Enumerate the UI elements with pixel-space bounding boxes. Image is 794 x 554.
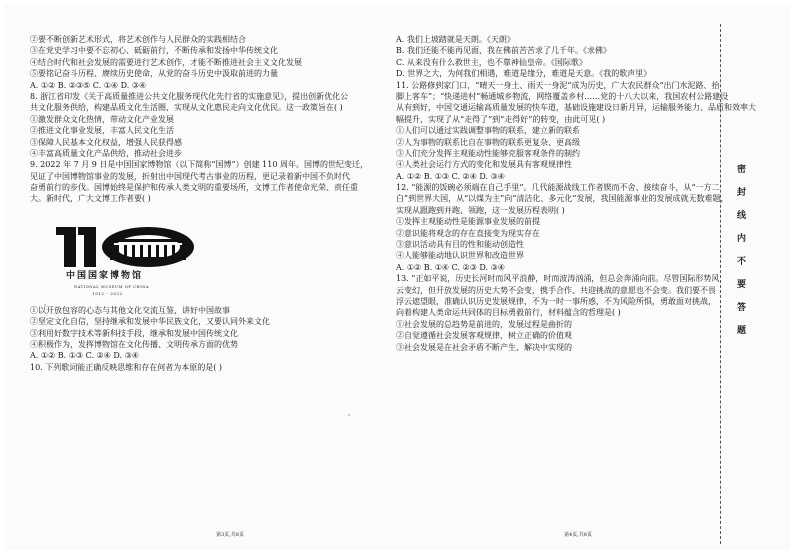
text-line: ②人为事物的联系比自在事物的联系更复杂、更高级	[396, 137, 580, 147]
page-number-left: 第3页,共8页	[216, 532, 244, 538]
text-line: ①发挥主观能动性是能源事业发展的前提	[396, 217, 540, 227]
text-line: 9. 2022 年 7 月 9 日是中国国家博物馆（以下简称“国博”）创建 110 周年。国博的世纪变迁，	[30, 160, 368, 170]
binding-dashed-line	[720, 24, 721, 544]
binding-notice: 密封线内不要答题	[735, 164, 745, 348]
text-line: D. 世界之大，为何我们相遇，难道是缘分，难道是天意。《我的歌声里》	[396, 69, 652, 79]
museum-years: 1912 - 2022	[92, 290, 123, 296]
text-line: C. 从来没有什么救世主，也不靠神仙皇帝。《国际歌》	[396, 57, 587, 67]
left-page	[30, 34, 370, 373]
text-line: 从有到好，中国交通运输高质量发展的快车道，基础设施建设日新月异，运输服务能力、品质和效率大	[396, 103, 756, 113]
text-line: ②自觉遵循社会发展客观规律，树立正确的价值观	[396, 331, 572, 341]
text-line: 13. “正如平说，历史长河时而风平浪静，时而波涛汹涌，但总会奔涌向前。尽管国际形势风	[396, 274, 720, 284]
text-line: 向着构建人类命运共同体的目标勇毅前行，材料蕴含的哲理是( )	[396, 308, 621, 318]
text-line: A. ①② B. ①③ C. ②④ D. ③④	[30, 351, 139, 361]
text-line: ①社会发展的总趋势是前进的，发展过程是曲折的	[396, 319, 572, 329]
text-line: 见证了中国博物馆事业的发展，折射出中国现代考古事业的历程，更记录着新中国不负时代	[30, 171, 350, 181]
text-line: ④丰富高质量文化产品供给，推动社会进步	[30, 148, 182, 158]
page-number-right: 第4页,共8页	[564, 532, 592, 538]
scan-speck	[348, 414, 350, 416]
text-line: ③社会发展是在社会矛盾不断产生、解决中实现的	[396, 342, 572, 352]
text-line: ③在党史学习中要不忘初心、砥砺前行，不断传承和发扬中华传统文化	[30, 46, 278, 56]
text-line: B. 我们还能不能再见面，我在佛前苦苦求了几千年。《求佛》	[396, 46, 611, 56]
text-line: ①人们可以通过实践调整事物的联系，建立新的联系	[396, 126, 580, 136]
text-line: 浮云遮望眼，准确认识历史发展规律，不为一时一事所惑，不为风险所惧，勇敢面对挑战，	[396, 296, 716, 306]
text-line: ③意识活动具有目的性和能动创造性	[396, 240, 524, 250]
text-line: ②推进文化事业发展，丰富人民文化生活	[30, 126, 174, 136]
left-question-block-2	[30, 305, 370, 373]
text-line: ①以开放包容的心态与其他文化交流互鉴，讲好中国故事	[30, 305, 230, 315]
museum-110-emblem	[50, 221, 200, 273]
left-question-block	[30, 34, 370, 205]
text-line: 云变幻，但开放发展的历史大势不会变，携手合作、共迎挑战的意愿也不会变。我们要不畏	[396, 285, 716, 295]
text-line: ④人能够能动地认识世界和改造世界	[396, 251, 524, 261]
text-line: ①激发群众文化热情，带动文化产业发展	[30, 114, 174, 124]
text-line: 幅提升，实现了从“走得了”到“走得好”的转变，由此可见( )	[396, 114, 606, 124]
text-line: ②要不断创新艺术形式，将艺术创作与人民群众的实践相结合	[30, 35, 246, 44]
text-line: ③保障人民基本文化权益，增强人民获得感	[30, 137, 182, 147]
text-line: ②意识能将观念的存在直接变为现实存在	[396, 228, 540, 238]
text-line: 共文化服务供给，构建品质文化生活圈，实现从文化惠民走向文化优民。这一政策旨在( )	[30, 103, 343, 113]
text-line: ④结合时代和社会发展的需要进行艺术创作，才能不断推进社会主义文化发展	[30, 57, 302, 67]
scan-speck	[44, 304, 46, 306]
text-line: 12. “能源的饭碗必须端在自己手里”。几代能源战线工作者锲而不舍、接续奋斗，从“一方二	[396, 183, 720, 193]
text-line: ④人类社会运行方式的变化和发展具有客观规律性	[396, 160, 572, 170]
text-line: 10. 下列歌词能正确反映思维和存在何者为本原的是( )	[30, 362, 223, 372]
museum-logo	[50, 221, 200, 297]
text-line: 实现从跟跑到并跑、领跑，这一发展历程表明( )	[396, 205, 565, 215]
text-line: ④积极作为，发挥博物馆在文化传播、文明传承方面的优势	[30, 340, 238, 350]
text-line: 11. 公路修到家门口，“晴天一身土、雨天一身泥”成为历史，广大农民群众“出门水泥路、抬	[396, 80, 720, 90]
text-line: 白”到世界大国，从“以煤为主”向“清洁化、多元化”发展，我国能源事业的发展成就无数难题，	[396, 194, 729, 204]
text-line: 奋勇前行的步伐。国博始终是保护和传承人类文明的重要场所，文博工作者使命光荣、责任重	[30, 183, 358, 193]
museum-name-en: NATIONAL MUSEUM OF CHINA	[74, 284, 150, 289]
text-line: ②坚定文化自信，坚持继承和发展中华民族文化，又要认同外来文化	[30, 317, 270, 327]
museum-name-cn: 中国国家博物馆	[66, 270, 144, 281]
text-line: A. ①② B. ①④ C. ②③ D. ③④	[396, 262, 505, 272]
text-line: 8. 浙江省印发《关于高质量推进公共文化服务现代化先行省的实施意见》，提出创新优化公	[30, 91, 349, 101]
text-line: ③利用好数字技术等新科技手段，继承和发展中国传统文化	[30, 328, 238, 338]
text-line: ③人们充分发挥主观能动性能够克服客观条件的制约	[396, 148, 580, 158]
exam-sheet	[4, 4, 790, 550]
text-line: A. ①② B. ②③⑤ C. ①④ D. ③④	[30, 80, 147, 90]
text-line: 脚上客车”；“快递进村”畅通城乡物流，网络覆盖乡村……党的十八大以来，我国农村公路建设	[396, 91, 729, 101]
text-line: A. 我们上坡踏就是天朗。《天朗》	[396, 35, 515, 44]
text-line: A. ①② B. ①③ C. ②④ D. ③④	[396, 171, 505, 181]
text-line: 大。新时代，广大文博工作者要( )	[30, 194, 151, 204]
text-line: ⑤要铭记奋斗历程、赓续历史使命，从党的奋斗历史中汲取前进的力量	[30, 69, 278, 79]
